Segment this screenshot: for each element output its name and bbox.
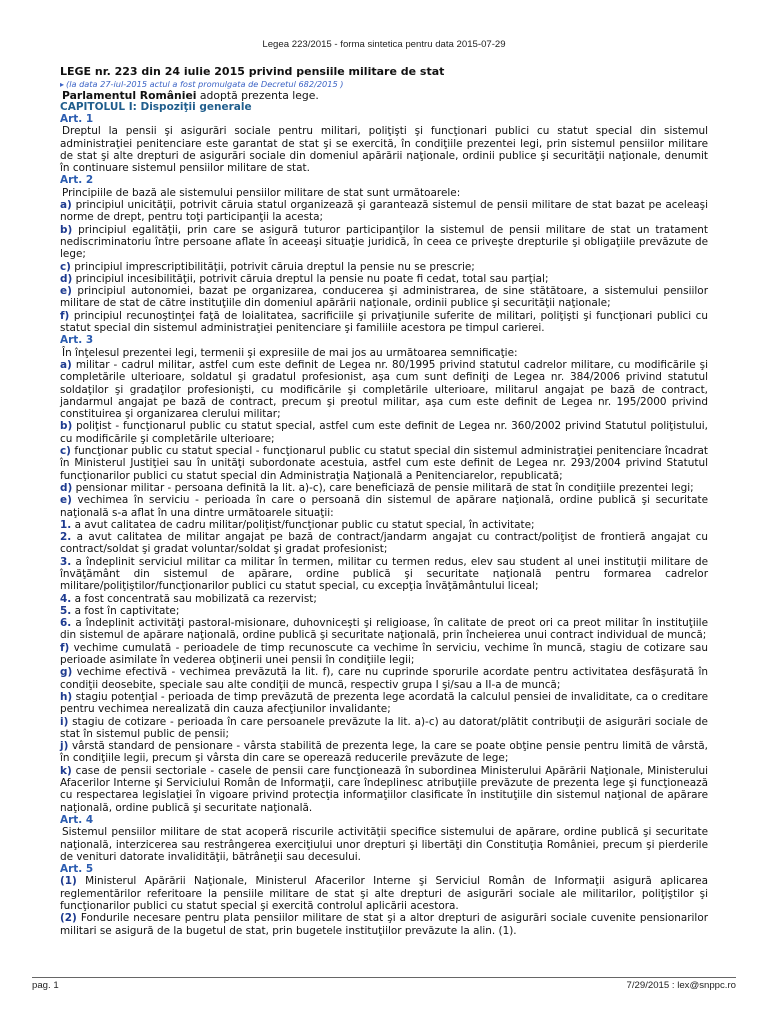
item-marker: (2)	[60, 912, 77, 925]
item-marker: a)	[60, 199, 72, 212]
article-2	[60, 174, 708, 334]
item-text: vechime efectivă - vechimea prevăzută la lit. f), care nu cuprinde sporurile acordate pentru activitatea desfăşurată în condiţii deosebite, speciale sau alte condiţii de muncă, respectiv grupa I şi/sau a II-a de muncă;	[60, 666, 708, 691]
article-2-item-d	[60, 273, 708, 285]
item-marker: b)	[60, 223, 73, 236]
item-marker: c)	[60, 260, 71, 273]
article-label: Art. 5	[60, 863, 94, 876]
document-body	[60, 64, 708, 937]
item-text: principiul imprescriptibilităţii, potrivit căruia dreptul la pensie nu se prescrie;	[74, 260, 475, 273]
article-2-item-c	[60, 261, 708, 273]
item-text: a îndeplinit activităţi pastoral-misionare, duhovniceşti şi religioase, în calitate de preot ori ca preot militar în instituţiile din sistemul de apărare naţională, ordine publică şi securitate naţională, prin încheierea unui contract individual de muncă;	[60, 617, 708, 642]
item-marker: k)	[60, 764, 72, 777]
item-text: stagiu potenţial - perioada de timp prevăzută de prezenta lege acordată la calculul pensiei de invaliditate, ca o creditare pentru vechimea nerealizată din cauza afecţiunilor invalidante;	[60, 690, 708, 716]
article-3	[60, 334, 708, 814]
item-text: militar - cadrul militar, astfel cum este definit de Legea nr. 80/1995 privind statutul cadrelor militare, cu modificările şi completările ulterioare, soldatul şi gradatul profesionist, aşa cum sunt definiţi de Legea nr. 384/2006 privind statutul soldaţilor şi gradaţilor profesionişti, cu modificările şi completările ulterioare, militarul angajat pe bază de contract, jandarmul angajat pe bază de contract, precum şi preotul militar, aşa cum este definit de Legea nr. 195/2000 privind constituirea şi organizarea clerului militar;	[60, 358, 708, 421]
article-3-subitem-2	[60, 531, 708, 556]
preamble-text: adoptă prezenta lege.	[199, 89, 319, 102]
item-text: principiul unicităţii, potrivit căruia statul organizează şi garantează sistemul de pensii militare de stat bazat pe aceleaşi norme de drept, pentru toţi participanţii la acesta;	[60, 199, 708, 224]
article-3-item-d	[60, 482, 708, 494]
article-3-intro: În înţelesul prezentei legi, termenii şi expresiile de mai jos au următoarea semnificaţie:	[62, 346, 518, 359]
item-text: principiul incesibilităţii, potrivit căruia dreptul la pensie nu poate fi cedat, total sau parţial;	[75, 272, 549, 285]
item-text: a fost în captivitate;	[74, 604, 180, 617]
item-marker: e)	[60, 285, 72, 298]
chapter-title: Dispoziţii generale	[140, 101, 252, 113]
article-3-subitem-4	[60, 593, 708, 605]
item-text: a avut calitatea de militar angajat pe bază de contract/jandarm angajat cu contract/poliţist de frontieră angajat cu contract/soldat şi gradat voluntar/soldat şi gradat profesionist;	[60, 531, 708, 556]
article-3-item-j	[60, 740, 708, 765]
article-4	[60, 814, 708, 863]
arrow-right-icon: ▸	[60, 80, 65, 89]
item-text: funcţionar public cu statut special - funcţionarul public cu statut special din sistemul administraţiei penitenciare încadrat în Ministerul Justiţiei sau în unităţi subordonate acestuia, astfel cum este definit de Legea nr. 293/2004 privind Statutul funcţionarilor publici cu statut special din Administraţia Naţională a Penitenciarelor, republicată;	[60, 445, 709, 482]
article-3-subitem-5	[60, 605, 708, 617]
footer-date-source: 7/29/2015 : lex@snppc.ro	[626, 980, 736, 991]
item-text: a avut calitatea de cadru militar/poliţist/funcţionar public cu statut special, în activitate;	[74, 518, 535, 531]
article-3-item-k	[60, 765, 708, 814]
article-2-item-a	[60, 199, 708, 224]
article-3-item-i	[60, 716, 708, 741]
preamble-parliament: Parlamentul României	[62, 89, 197, 102]
chapter-label: CAPITOLUL I:	[60, 101, 137, 113]
article-3-subitem-1	[60, 519, 708, 531]
item-text: a fost concentrată sau mobilizată ca rezervist;	[74, 592, 317, 605]
item-marker: d)	[60, 272, 73, 285]
item-text: vechime cumulată - perioadele de timp recunoscute ca vechime în serviciu, vechime în muncă, stagiu de cotizare sau perioade asimilate în vederea obţinerii unei pensii în condiţiile legii;	[60, 641, 708, 667]
item-marker: 6.	[60, 617, 72, 630]
article-3-item-f	[60, 642, 708, 667]
article-3-subitem-6	[60, 617, 708, 642]
article-2-item-b	[60, 224, 708, 261]
footer-divider	[32, 977, 736, 978]
article-3-item-a	[60, 359, 708, 420]
item-marker: b)	[60, 420, 73, 433]
article-label: Art. 3	[60, 334, 94, 347]
article-5-paragraph-1	[60, 875, 708, 912]
article-5-paragraph-2	[60, 912, 708, 937]
item-marker: c)	[60, 445, 71, 458]
article-label: Art. 2	[60, 174, 94, 187]
article-3-item-b	[60, 420, 708, 445]
article-2-item-e	[60, 285, 708, 310]
item-marker: (1)	[60, 875, 77, 888]
article-label: Art. 1	[60, 113, 94, 125]
item-text: principiul autonomiei, bazat pe organizarea, conducerea şi administrarea, de sine stătătoare, a sistemului pensiilor militare de stat de către instituţiile din domeniul apărării naţionale, ordinii publice şi securităţii naţionale;	[60, 285, 708, 310]
article-3-item-c	[60, 445, 708, 482]
item-marker: a)	[60, 358, 72, 371]
article-3-item-e	[60, 494, 708, 519]
promulgation-note-text[interactable]: (la data 27-iul-2015 actul a fost promulgata de Decretul 682/2015 )	[66, 79, 344, 89]
item-marker: g)	[60, 666, 73, 679]
item-marker: f)	[60, 641, 70, 654]
article-2-intro: Principiile de bază ale sistemului pensiilor militare de stat sunt următoarele:	[62, 186, 461, 199]
article-1	[60, 113, 708, 174]
page-header: Legea 223/2015 - forma sintetica pentru data 2015-07-29	[262, 39, 506, 50]
item-text: pensionar militar - persoana definită la lit. a)-c), care beneficiază de pensie militară de stat în condiţiile prezentei legi;	[75, 481, 694, 494]
item-text: vârstă standard de pensionare - vârsta stabilită de prezenta lege, la care se poate obţine pensie pentru limită de vârstă, în condiţiile legii, precum şi vârsta din care se operează reducerile prevăzute de lege;	[60, 740, 708, 765]
item-marker: 3.	[60, 555, 72, 568]
item-text: poliţist - funcţionarul public cu statut special, astfel cum este definit de Legea nr. 360/2002 privind Statutul poliţistului, cu modificările şi completările ulterioare;	[60, 420, 708, 445]
article-1-text: Dreptul la pensii şi asigurări sociale pentru militari, poliţişti şi funcţionari publici cu statut special din sistemul administraţiei penitenciare este garantat de stat şi se exercită, în condiţiile prezentei legi, prin sistemul pensiilor militare de stat şi alte drepturi de asigurări sociale din domeniul apărării naţionale, ordinii publice şi securităţii naţionale, denumit în continuare sistemul pensiilor militare de stat.	[60, 125, 708, 175]
law-title: LEGE nr. 223 din 24 iulie 2015 privind pensiile militare de stat	[60, 65, 445, 78]
page-number: pag. 1	[32, 980, 59, 991]
item-text: stagiu de cotizare - perioada în care persoanele prevăzute la lit. a)-c) au datorat/plătit contribuţii de asigurări sociale de stat în sistemul public de pensii;	[60, 715, 708, 740]
item-marker: 2.	[60, 531, 72, 544]
article-3-item-g	[60, 666, 708, 691]
item-text: Ministerul Apărării Naţionale, Ministerul Afacerilor Interne şi Serviciul Român de Informaţii asigură aplicarea reglementărilor referitoare la pensiile militare de stat şi alte drepturi de asigurări sociale ale militarilor, poliţiştilor şi funcţionarilor publici cu statut special şi exercită controlul aplicării acestora.	[60, 875, 708, 912]
item-text: vechimea în serviciu - perioada în care o persoană din sistemul de apărare naţională, ordine publică şi securitate naţională s-a aflat în una dintre următoarele situaţii:	[60, 494, 708, 519]
item-marker: 5.	[60, 604, 72, 617]
item-text: case de pensii sectoriale - casele de pensii care funcţionează în subordinea Ministerului Apărării Naţionale, Ministerului Afacerilor Interne şi Serviciului Român de Informaţii, care îndeplinesc atribuţiile prevăzute de prezenta lege şi funcţionează cu respectarea legislaţiei în vigoare privind protecţia informaţiilor clasificate în instituţiile din sistemul naţional de apărare naţională, ordine publică şi securitate naţională.	[60, 764, 708, 814]
item-marker: 4.	[60, 592, 72, 605]
item-marker: e)	[60, 494, 72, 507]
item-text: Fondurile necesare pentru plata pensiilor militare de stat şi a altor drepturi de asigurări sociale cuvenite pensionarilor militari se asigură de la bugetul de stat, prin bugetele instituţiilor prevăzute la alin. (1).	[60, 912, 708, 937]
item-marker: j)	[60, 740, 69, 753]
article-4-text: Sistemul pensiilor militare de stat acoperă riscurile activităţii specifice sistemului de apărare, ordine publică şi securitate naţională, interzicerea sau restrângerea exerciţiului unor drepturi şi libertăţi din Constituţia României, precum şi pierderile de venituri datorate invalidităţii, bătrâneţii sau decesului.	[60, 826, 708, 863]
article-5	[60, 863, 708, 937]
article-label: Art. 4	[60, 813, 94, 826]
article-3-item-h	[60, 691, 708, 716]
item-text: principiul egalităţii, prin care se asigură tuturor participanţilor la sistemul de pensii militare de stat un tratament nediscriminatoriu între persoane aflate în aceeaşi situaţie juridică, în ceea ce priveşte drepturile şi obligaţiile prevăzute de lege;	[60, 223, 708, 261]
article-3-subitem-3	[60, 556, 708, 593]
item-marker: h)	[60, 690, 73, 703]
item-text: a îndeplinit serviciul militar ca militar în termen, militar cu termen redus, elev sau student al unei instituţii militare de învăţământ din sistemul de apărare, ordine publică şi securitate naţională pentru formarea cadrelor militare/poliţiştilor/funcţionarilor publici cu statut special, cu excepţia învăţământului liceal;	[60, 555, 708, 593]
item-marker: f)	[60, 309, 70, 322]
item-marker: i)	[60, 715, 69, 728]
article-2-item-f	[60, 310, 708, 335]
item-marker: 1.	[60, 518, 72, 531]
chapter-heading	[60, 102, 708, 113]
item-text: principiul recunoştinţei faţă de loialitatea, sacrificiile şi privaţiunile suferite de militari, poliţişti şi funcţionari publici cu statut special din sistemul administraţiei penitenciare şi familiile acestora pe timpul carierei.	[60, 309, 708, 335]
item-marker: d)	[60, 481, 73, 494]
